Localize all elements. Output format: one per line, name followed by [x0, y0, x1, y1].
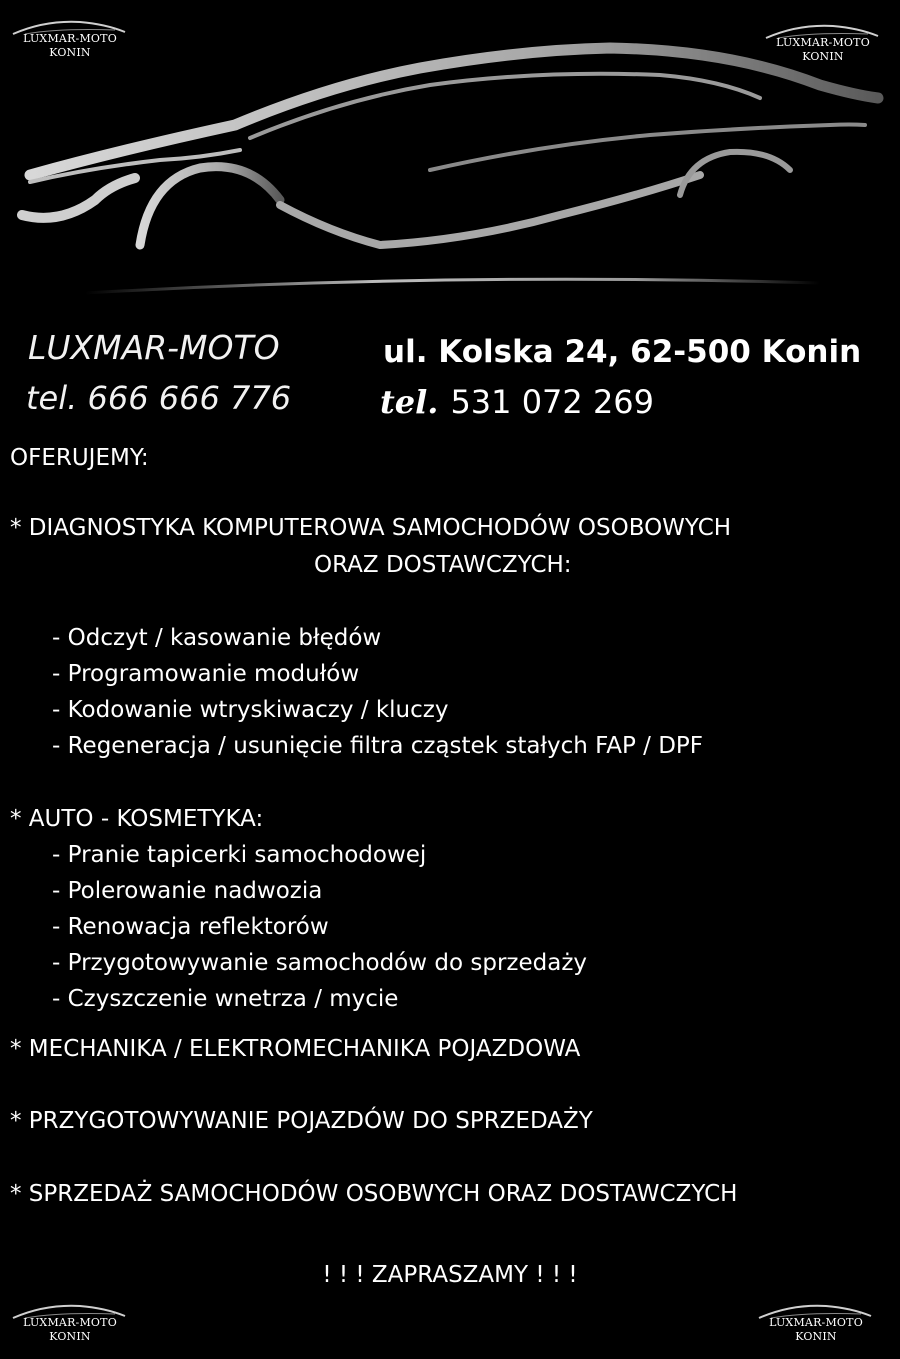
- diagnostics-title-cont: ORAZ DOSTAWCZYCH:: [314, 552, 572, 578]
- vehicle-sales-item: * SPRZEDAŻ SAMOCHODÓW OSOBWYCH ORAZ DOSTAWCZYCH: [10, 1181, 738, 1207]
- list-item: - Programowanie modułów: [52, 661, 360, 687]
- phone-secondary-label: tel.: [380, 383, 439, 421]
- corner-logo-city: KONIN: [802, 50, 844, 63]
- mechanics-item: * MECHANIKA / ELEKTROMECHANIKA POJAZDOWA: [10, 1036, 581, 1062]
- corner-logo-city: KONIN: [795, 1330, 837, 1343]
- invitation: ! ! ! ZAPRASZAMY ! ! !: [322, 1262, 578, 1288]
- corner-logo-name: LUXMAR-MOTO: [776, 36, 870, 49]
- address: ul. Kolska 24, 62-500 Konin: [383, 334, 862, 370]
- cosmetics-title: * AUTO - KOSMETYKA:: [10, 806, 264, 832]
- list-item: - Renowacja reflektorów: [52, 914, 329, 940]
- offer-heading: OFERUJEMY:: [10, 445, 149, 471]
- vehicle-prep-item: * PRZYGOTOWYWANIE POJAZDÓW DO SPRZEDAŻY: [10, 1108, 593, 1134]
- corner-logo-bottom-right: [751, 1302, 881, 1352]
- list-item: - Odczyt / kasowanie błędów: [52, 625, 382, 651]
- phone-secondary-number: 531 072 269: [450, 383, 655, 421]
- list-item: - Pranie tapicerki samochodowej: [52, 842, 427, 868]
- corner-logo-name: LUXMAR-MOTO: [23, 32, 117, 45]
- list-item: - Czyszczenie wnetrza / mycie: [52, 986, 399, 1012]
- corner-logo-name: LUXMAR-MOTO: [23, 1316, 117, 1329]
- corner-logo-bottom-left: [5, 1302, 135, 1352]
- car-silhouette-icon: [0, 0, 900, 310]
- list-item: - Regeneracja / usunięcie filtra cząstek stałych FAP / DPF: [52, 733, 704, 759]
- phone-secondary: [380, 383, 654, 421]
- brand-name: LUXMAR-MOTO: [28, 328, 280, 367]
- corner-logo-city: KONIN: [49, 46, 91, 59]
- corner-logo-city: KONIN: [49, 1330, 91, 1343]
- corner-logo-name: LUXMAR-MOTO: [769, 1316, 863, 1329]
- phone-primary: tel. 666 666 776: [26, 379, 292, 417]
- list-item: - Kodowanie wtryskiwaczy / kluczy: [52, 697, 449, 723]
- diagnostics-title: * DIAGNOSTYKA KOMPUTEROWA SAMOCHODÓW OSOBOWYCH: [10, 515, 732, 541]
- list-item: - Przygotowywanie samochodów do sprzedaży: [52, 950, 587, 976]
- list-item: - Polerowanie nadwozia: [52, 878, 323, 904]
